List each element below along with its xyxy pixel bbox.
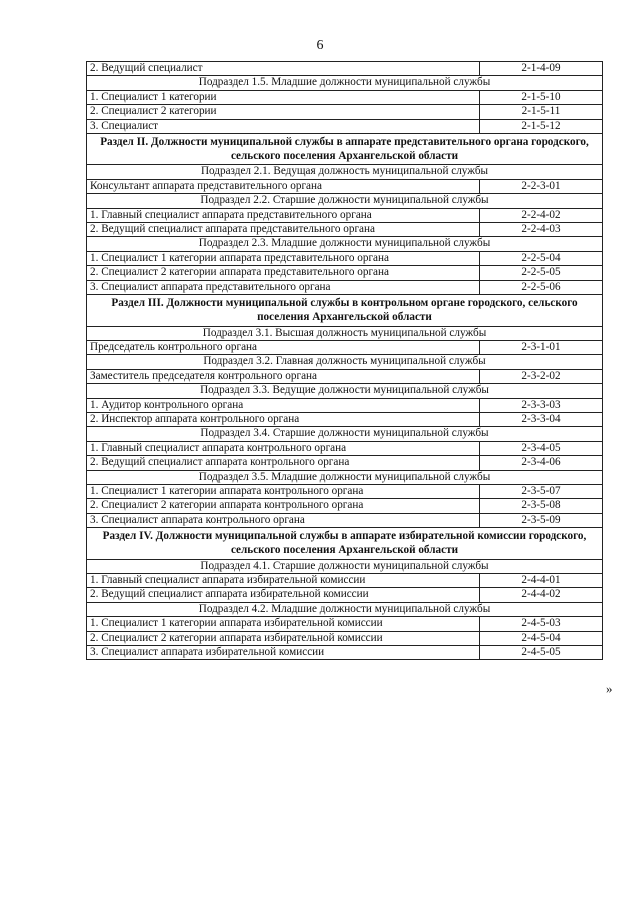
table-row	[87, 223, 603, 237]
position-name: 2. Ведущий специалист аппарата контрольного органа	[87, 456, 480, 470]
position-name: Председатель контрольного органа	[87, 340, 480, 354]
table-row	[87, 499, 603, 513]
subsection-title: Подраздел 3.4. Старшие должности муниципальной службы	[87, 427, 603, 441]
position-name: 3. Специалист аппарата представительного органа	[87, 280, 480, 294]
table-row	[87, 340, 603, 354]
subsection-title: Подраздел 3.3. Ведущие должности муниципальной службы	[87, 384, 603, 398]
subsection-header-row	[87, 194, 603, 208]
table-row	[87, 280, 603, 294]
position-name: 3. Специалист	[87, 119, 480, 133]
table-row	[87, 369, 603, 383]
position-name: 2. Ведущий специалист аппарата избирательной комиссии	[87, 588, 480, 602]
table-row	[87, 484, 603, 498]
subsection-header-row	[87, 165, 603, 179]
table-row	[87, 119, 603, 133]
table-row	[87, 412, 603, 426]
table-row	[87, 588, 603, 602]
subsection-header-row	[87, 470, 603, 484]
subsection-title: Подраздел 4.2. Младшие должности муниципальной службы	[87, 602, 603, 616]
position-code: 2-3-3-03	[480, 398, 603, 412]
table-row	[87, 646, 603, 660]
position-code: 2-3-5-09	[480, 513, 603, 527]
position-code: 2-1-5-10	[480, 90, 603, 104]
position-name: 2. Инспектор аппарата контрольного органа	[87, 412, 480, 426]
subsection-header-row	[87, 602, 603, 616]
position-code: 2-4-4-01	[480, 574, 603, 588]
subsection-header-row	[87, 237, 603, 251]
table-row	[87, 90, 603, 104]
position-name: 1. Главный специалист аппарата избирательной комиссии	[87, 574, 480, 588]
subsection-header-row	[87, 559, 603, 573]
position-code: 2-3-2-02	[480, 369, 603, 383]
position-name: 1. Специалист 1 категории аппарата контрольного органа	[87, 484, 480, 498]
table-row	[87, 574, 603, 588]
position-code: 2-4-4-02	[480, 588, 603, 602]
table-row	[87, 179, 603, 193]
section-header-row	[87, 295, 603, 326]
table-row	[87, 251, 603, 265]
positions-register-table	[86, 61, 603, 660]
position-code: 2-4-5-03	[480, 617, 603, 631]
section-title: Раздел IV. Должности муниципальной службы в аппарате избирательной комиссии городского, сельского поселения Архангельской области	[87, 528, 603, 559]
table-row	[87, 105, 603, 119]
position-name: 1. Аудитор контрольного органа	[87, 398, 480, 412]
subsection-title: Подраздел 4.1. Старшие должности муниципальной службы	[87, 559, 603, 573]
table-row	[87, 441, 603, 455]
position-name: 1. Главный специалист аппарата контрольного органа	[87, 441, 480, 455]
table-row	[87, 266, 603, 280]
position-name: Заместитель председателя контрольного органа	[87, 369, 480, 383]
subsection-title: Подраздел 2.3. Младшие должности муниципальной службы	[87, 237, 603, 251]
position-code: 2-3-3-04	[480, 412, 603, 426]
subsection-title: Подраздел 2.2. Старшие должности муниципальной службы	[87, 194, 603, 208]
table-body	[87, 62, 603, 660]
position-name: 2. Специалист 2 категории	[87, 105, 480, 119]
position-code: 2-3-5-08	[480, 499, 603, 513]
position-name: 1. Главный специалист аппарата представительного органа	[87, 208, 480, 222]
position-code: 2-3-4-06	[480, 456, 603, 470]
position-name: 2. Ведущий специалист аппарата представительного органа	[87, 223, 480, 237]
position-code: 2-1-5-12	[480, 119, 603, 133]
position-code: 2-3-1-01	[480, 340, 603, 354]
position-name: 3. Специалист аппарата избирательной комиссии	[87, 646, 480, 660]
position-code: 2-2-5-05	[480, 266, 603, 280]
position-name: 1. Специалист 1 категории	[87, 90, 480, 104]
position-code: 2-2-5-04	[480, 251, 603, 265]
position-code: 2-2-3-01	[480, 179, 603, 193]
table-row	[87, 62, 603, 76]
subsection-header-row	[87, 326, 603, 340]
subsection-header-row	[87, 76, 603, 90]
section-title: Раздел III. Должности муниципальной службы в контрольном органе городского, сельского поселения Архангельской области	[87, 295, 603, 326]
subsection-title: Подраздел 1.5. Младшие должности муниципальной службы	[87, 76, 603, 90]
section-title: Раздел II. Должности муниципальной службы в аппарате представительного органа городского, сельского поселения Архангельской области	[87, 134, 603, 165]
table-row	[87, 456, 603, 470]
subsection-header-row	[87, 355, 603, 369]
page-number: 6	[316, 38, 324, 53]
section-header-row	[87, 134, 603, 165]
subsection-title: Подраздел 2.1. Ведущая должность муниципальной службы	[87, 165, 603, 179]
position-name: 2. Ведущий специалист	[87, 62, 480, 76]
section-header-row	[87, 528, 603, 559]
position-name: 2. Специалист 2 категории аппарата контрольного органа	[87, 499, 480, 513]
table-row	[87, 513, 603, 527]
subsection-title: Подраздел 3.5. Младшие должности муниципальной службы	[87, 470, 603, 484]
position-code: 2-2-4-02	[480, 208, 603, 222]
subsection-header-row	[87, 427, 603, 441]
position-name: 2. Специалист 2 категории аппарата представительного органа	[87, 266, 480, 280]
table-row	[87, 398, 603, 412]
subsection-title: Подраздел 3.1. Высшая должность муниципальной службы	[87, 326, 603, 340]
table-row	[87, 617, 603, 631]
position-code: 2-1-5-11	[480, 105, 603, 119]
position-code: 2-1-4-09	[480, 62, 603, 76]
position-code: 2-2-5-06	[480, 280, 603, 294]
position-name: 1. Специалист 1 категории аппарата представительного органа	[87, 251, 480, 265]
position-code: 2-3-4-05	[480, 441, 603, 455]
subsection-title: Подраздел 3.2. Главная должность муниципальной службы	[87, 355, 603, 369]
table-row	[87, 631, 603, 645]
position-name: Консультант аппарата представительного органа	[87, 179, 480, 193]
position-name: 2. Специалист 2 категории аппарата избирательной комиссии	[87, 631, 480, 645]
position-code: 2-3-5-07	[480, 484, 603, 498]
subsection-header-row	[87, 384, 603, 398]
table-row	[87, 208, 603, 222]
position-code: 2-2-4-03	[480, 223, 603, 237]
position-code: 2-4-5-04	[480, 631, 603, 645]
position-name: 3. Специалист аппарата контрольного органа	[87, 513, 480, 527]
position-name: 1. Специалист 1 категории аппарата избирательной комиссии	[87, 617, 480, 631]
closing-quote-mark: »	[606, 681, 613, 696]
position-code: 2-4-5-05	[480, 646, 603, 660]
